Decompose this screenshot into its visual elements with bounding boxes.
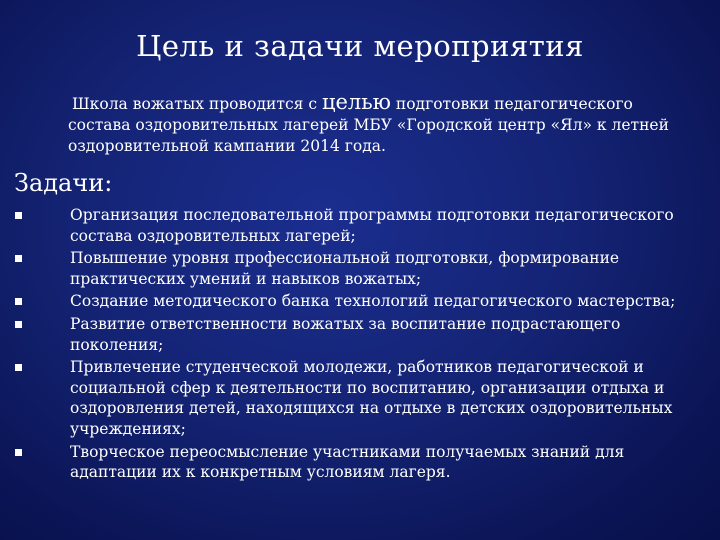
square-bullet-icon (15, 449, 22, 456)
task-text: Привлечение студенческой молодежи, работников педагогической и социальной сфер к деятельности по воспитанию, организации отдыха и оздоровления детей, находящихся на отдыхе в детских оздоровительных учреждениях; (70, 358, 673, 438)
list-item (70, 248, 706, 289)
task-text: Создание методического банка технологий педагогического мастерства; (70, 292, 676, 311)
square-bullet-icon (15, 321, 22, 328)
square-bullet-icon (15, 255, 22, 262)
list-item (70, 291, 706, 312)
square-bullet-icon (15, 364, 22, 371)
tasks-heading: Задачи: (14, 169, 113, 197)
task-text: Повышение уровня профессиональной подготовки, формирование практических умений и навыков вожатых; (70, 249, 620, 288)
intro-paragraph (68, 92, 688, 157)
task-text: Творческое переосмысление участниками получаемых знаний для адаптации их к конкретным условиям лагеря. (70, 442, 625, 482)
task-text: Организация последовательной программы подготовки педагогического состава оздоровительных лагерей; (70, 206, 674, 245)
list-item (70, 314, 706, 355)
intro-emphasis: целью (321, 90, 391, 114)
tasks-list (70, 205, 706, 485)
intro-text-before: Школа вожатых проводится с (72, 95, 322, 113)
task-text: Развитие ответственности вожатых за воспитание подрастающего поколения; (70, 314, 621, 354)
square-bullet-icon (15, 298, 22, 305)
intro-text-after: подготовки педагогического состава оздоровительных лагерей МБУ «Городской центр «Ял» к летней оздоровительной кампании 2014 года. (68, 95, 669, 155)
square-bullet-icon (15, 212, 22, 219)
list-item (70, 357, 706, 439)
slide-title: Цель и задачи мероприятия (136, 29, 584, 63)
list-item (70, 442, 706, 483)
list-item (70, 205, 706, 246)
